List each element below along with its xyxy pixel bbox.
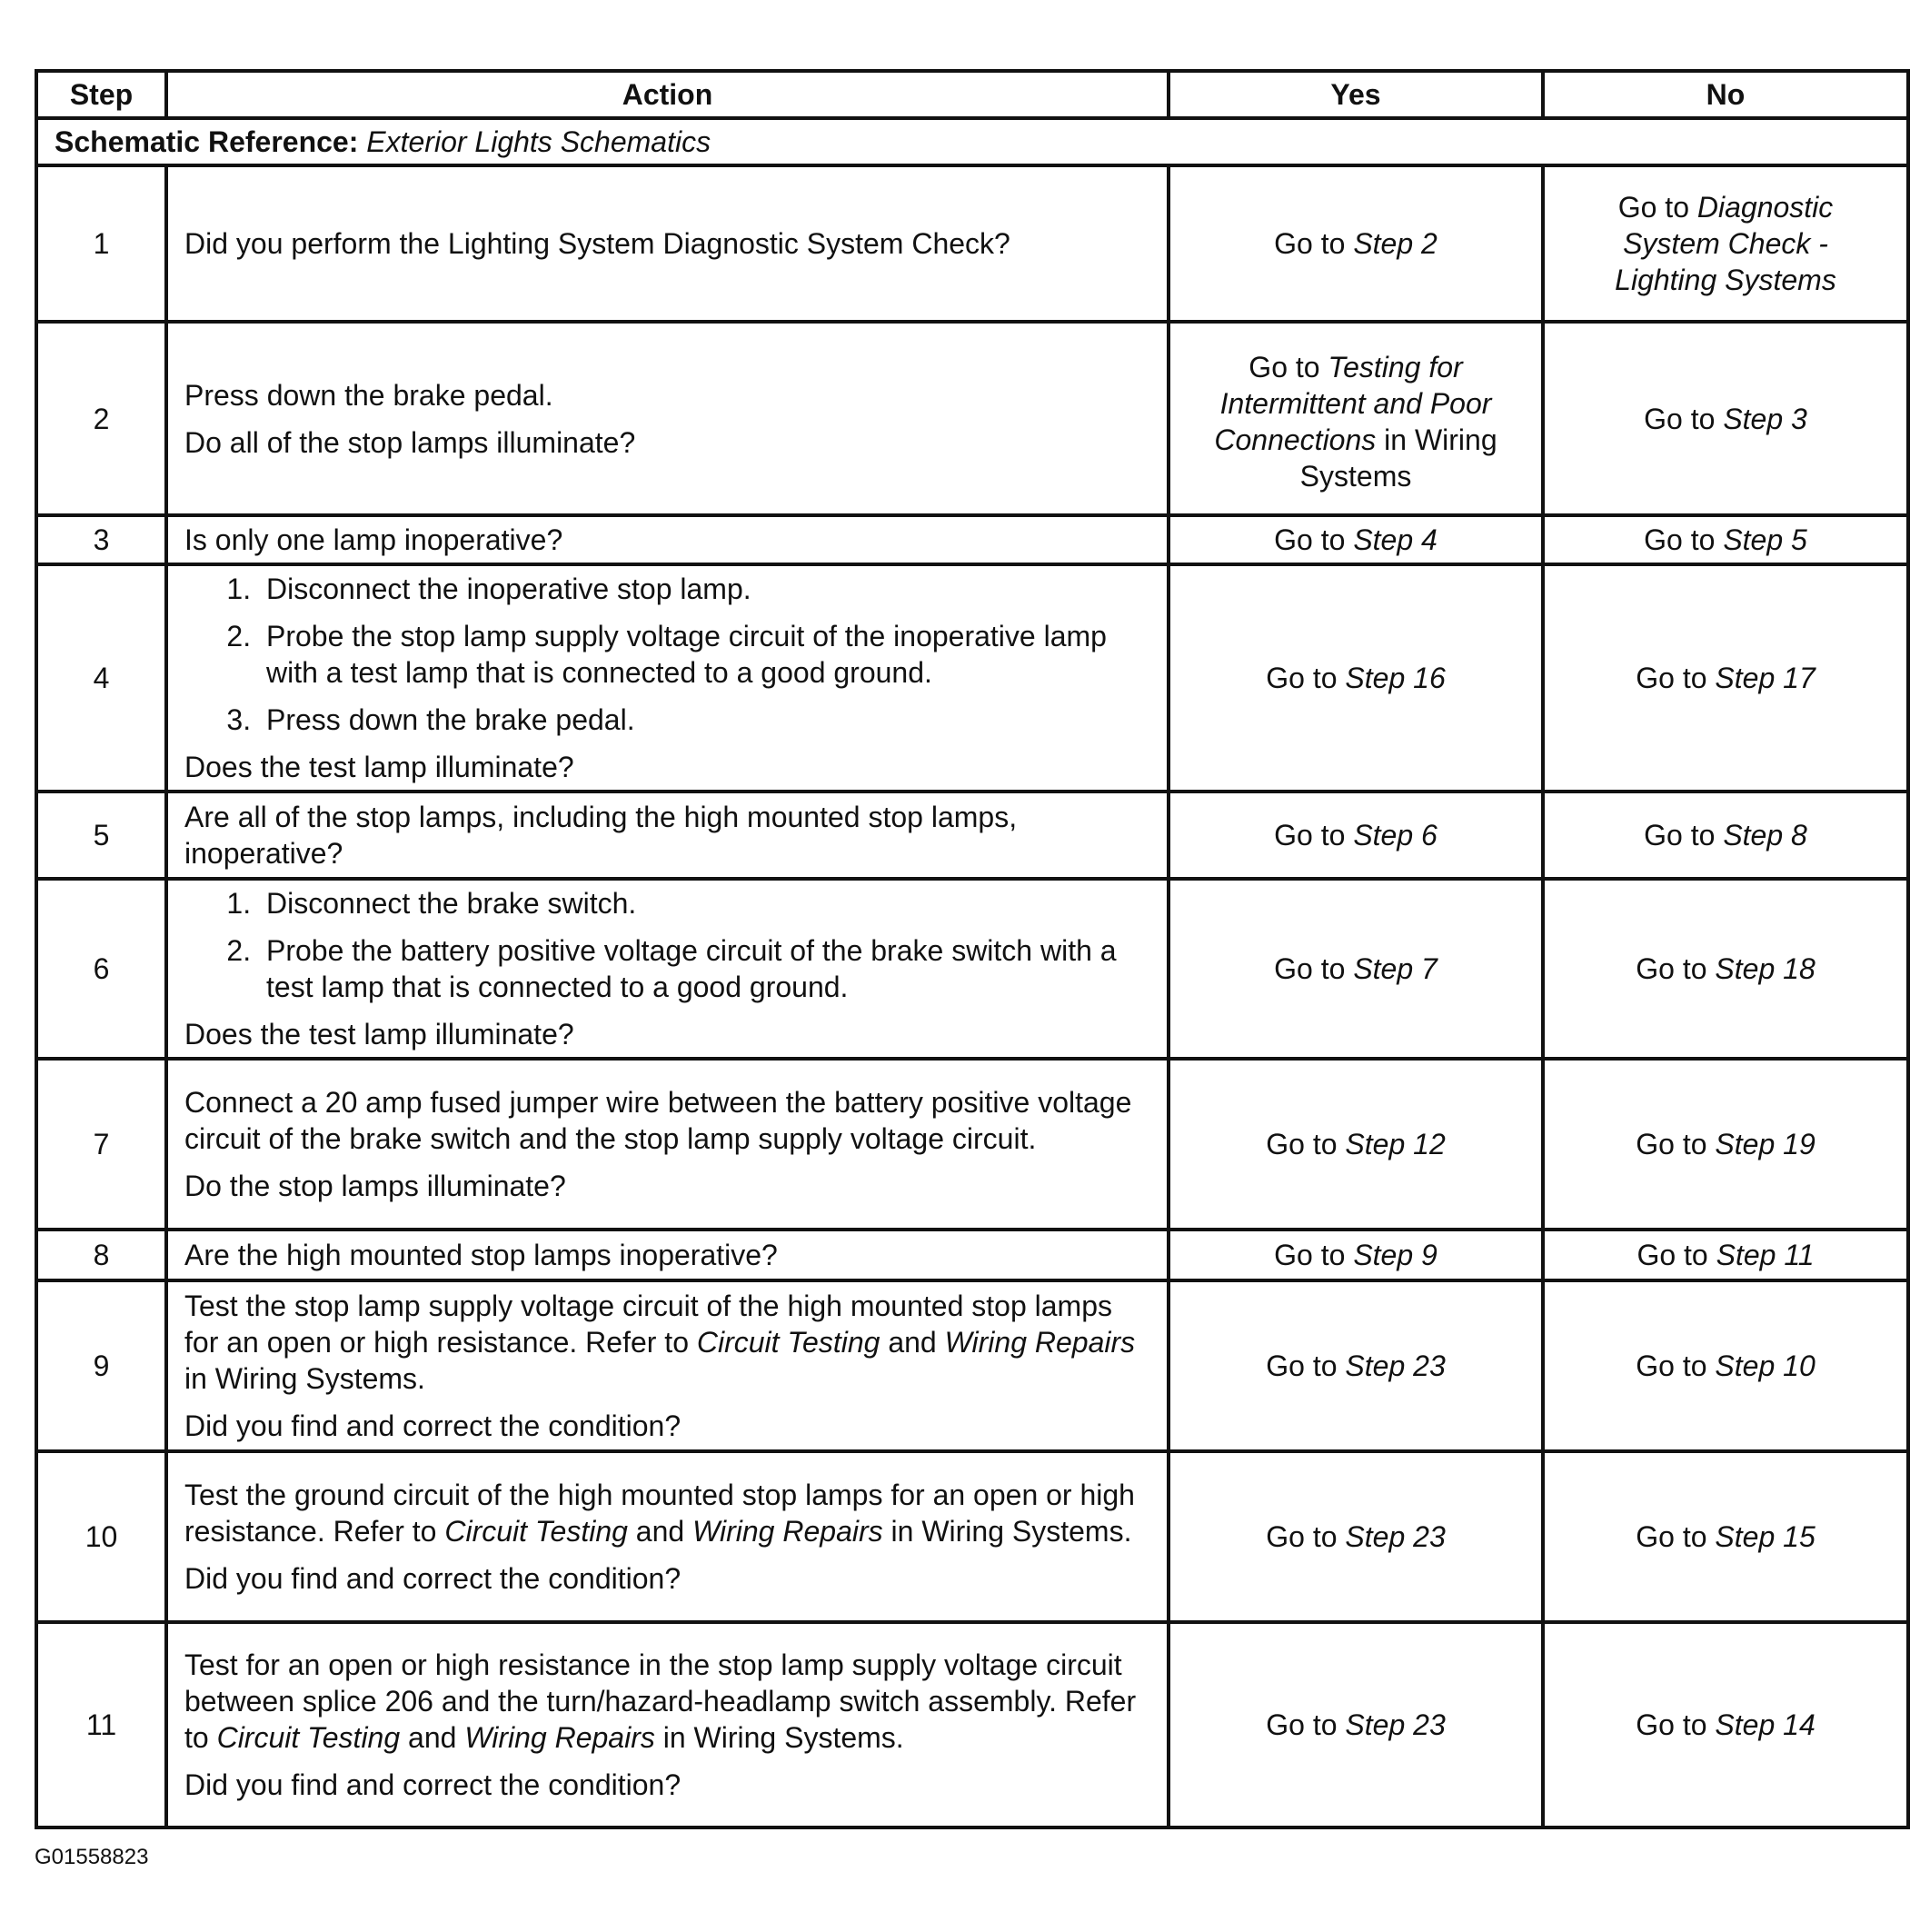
yes-cell — [1169, 322, 1543, 515]
action-cell — [166, 1230, 1169, 1280]
yes-cell — [1169, 515, 1543, 564]
table-row — [36, 1451, 1908, 1622]
action-steps-list — [184, 885, 1150, 1005]
diagnostic-table — [35, 69, 1910, 1829]
header-yes: Yes — [1169, 71, 1543, 118]
no-cell — [1543, 1451, 1908, 1622]
yes-link[interactable]: Step 12 — [1345, 1128, 1446, 1160]
no-link[interactable]: Step 18 — [1715, 952, 1816, 985]
go-to-text: Go to — [1266, 1708, 1338, 1741]
table-row — [36, 1230, 1908, 1280]
yes-cell — [1169, 879, 1543, 1059]
action-cell — [166, 322, 1169, 515]
no-cell — [1543, 322, 1908, 515]
no-link[interactable]: Step 5 — [1723, 523, 1807, 556]
header-action: Action — [166, 71, 1169, 118]
action-cell — [166, 1059, 1169, 1230]
no-cell — [1543, 879, 1908, 1059]
table-row — [36, 879, 1908, 1059]
go-to-text: Go to — [1266, 1349, 1338, 1382]
header-step: Step — [36, 71, 166, 118]
action-cell — [166, 1622, 1169, 1827]
action-instruction — [184, 1647, 1150, 1756]
no-link[interactable]: Step 15 — [1715, 1520, 1816, 1553]
go-to-text: Go to — [1644, 523, 1716, 556]
go-to-text: Go to — [1617, 191, 1689, 224]
yes-cell — [1169, 1059, 1543, 1230]
in-wiring-text: in Wiring Systems. — [184, 1362, 425, 1395]
yes-link[interactable]: Step 2 — [1353, 227, 1438, 260]
schematic-reference — [36, 118, 1908, 165]
step-number: 7 — [36, 1059, 166, 1230]
step-number: 1 — [36, 165, 166, 322]
action-question: Is only one lamp inoperative? — [184, 523, 563, 556]
table-row — [36, 1280, 1908, 1451]
action-text: Test the ground circuit of the high mounted stop lamps for an open or high resistance. — [184, 1479, 1135, 1548]
step-number: 10 — [36, 1451, 166, 1622]
action-instruction: Press down the brake pedal. — [184, 378, 553, 412]
step-number: 5 — [36, 792, 166, 879]
yes-link[interactable]: Step 4 — [1353, 523, 1438, 556]
yes-cell — [1169, 1622, 1543, 1827]
schematic-link[interactable]: Exterior Lights Schematics — [366, 125, 711, 158]
no-link[interactable]: Step 3 — [1723, 402, 1807, 435]
refer-to-text: Refer to — [184, 1685, 1137, 1754]
go-to-text: Go to — [1644, 402, 1716, 435]
circuit-testing-link[interactable]: Circuit Testing — [696, 1326, 880, 1359]
go-to-text: Go to — [1644, 819, 1716, 851]
go-to-text: Go to — [1636, 1708, 1707, 1741]
and-text: and — [635, 1515, 685, 1548]
and-text: and — [888, 1326, 937, 1359]
action-cell — [166, 515, 1169, 564]
no-cell — [1543, 1230, 1908, 1280]
go-to-text: Go to — [1637, 1239, 1708, 1271]
step-number: 6 — [36, 879, 166, 1059]
no-link[interactable]: Diagnostic System Check - Lighting Systems — [1615, 191, 1836, 296]
in-wiring-text: in Wiring Systems. — [890, 1515, 1132, 1548]
no-cell — [1543, 1059, 1908, 1230]
schematic-reference-row — [36, 118, 1908, 165]
yes-cell — [1169, 1451, 1543, 1622]
yes-link[interactable]: Step 9 — [1353, 1239, 1438, 1271]
action-question: Are all of the stop lamps, including the high mounted stop lamps, inoperative? — [184, 801, 1018, 870]
yes-link[interactable]: Step 16 — [1345, 662, 1446, 694]
step-number: 2 — [36, 322, 166, 515]
yes-link[interactable]: Step 23 — [1345, 1708, 1446, 1741]
action-step-item: 1. Disconnect the inoperative stop lamp. — [259, 571, 1150, 607]
yes-cell — [1169, 165, 1543, 322]
no-cell — [1543, 792, 1908, 879]
figure-id: G01558823 — [35, 1845, 149, 1869]
go-to-text: Go to — [1266, 1128, 1338, 1160]
yes-link[interactable]: Step 7 — [1353, 952, 1438, 985]
no-link[interactable]: Step 17 — [1715, 662, 1816, 694]
no-cell — [1543, 1622, 1908, 1827]
go-to-text: Go to — [1274, 819, 1346, 851]
table-row — [36, 322, 1908, 515]
go-to-text: Go to — [1636, 952, 1707, 985]
no-link[interactable]: Step 8 — [1723, 819, 1807, 851]
action-question: Does the test lamp illuminate? — [184, 1018, 574, 1051]
go-to-text: Go to — [1274, 523, 1346, 556]
in-wiring-text: in Wiring Systems. — [662, 1721, 904, 1754]
go-to-text: Go to — [1274, 227, 1346, 260]
action-question: Did you perform the Lighting System Diagnostic System Check? — [184, 227, 1010, 260]
refer-to-text: Refer to — [585, 1326, 689, 1359]
go-to-text: Go to — [1266, 662, 1338, 694]
go-to-text: Go to — [1266, 1520, 1338, 1553]
action-question: Do all of the stop lamps illuminate? — [184, 425, 636, 459]
go-to-text: Go to — [1636, 1349, 1707, 1382]
yes-suffix: in Wiring Systems — [1299, 423, 1497, 493]
action-step-item: 1. Disconnect the brake switch. — [259, 885, 1150, 921]
yes-link[interactable]: Step 6 — [1353, 819, 1438, 851]
table-row — [36, 165, 1908, 322]
and-text: and — [408, 1721, 457, 1754]
no-link[interactable]: Step 11 — [1716, 1239, 1815, 1271]
circuit-testing-link[interactable]: Circuit Testing — [216, 1721, 401, 1754]
table-row — [36, 1622, 1908, 1827]
header-no: No — [1543, 71, 1908, 118]
action-step-item: 2. Probe the stop lamp supply voltage circuit of the inoperative lamp with a test lamp that is connected to a good ground. — [259, 618, 1150, 691]
step-number: 4 — [36, 564, 166, 792]
refer-to-text: Refer to — [333, 1515, 437, 1548]
action-instruction — [184, 1477, 1150, 1549]
no-cell — [1543, 564, 1908, 792]
yes-cell — [1169, 1280, 1543, 1451]
go-to-text: Go to — [1636, 1128, 1707, 1160]
action-question: Does the test lamp illuminate? — [184, 751, 574, 783]
action-step-item: 2. Probe the battery positive voltage circuit of the brake switch with a test lamp that is connected to a good ground. — [259, 932, 1150, 1005]
header-row — [36, 71, 1908, 118]
table-row — [36, 515, 1908, 564]
action-question: Did you find and correct the condition? — [184, 1562, 681, 1595]
wiring-repairs-link[interactable]: Wiring Repairs — [944, 1326, 1136, 1359]
step-number: 8 — [36, 1230, 166, 1280]
action-text: Test the stop lamp supply voltage circuit of the high mounted stop lamps for an open or high resistance. — [184, 1290, 1112, 1359]
action-steps-list — [184, 571, 1150, 738]
no-cell — [1543, 1280, 1908, 1451]
yes-cell — [1169, 792, 1543, 879]
schematic-label: Schematic Reference: — [55, 125, 359, 158]
go-to-text: Go to — [1249, 350, 1320, 383]
action-cell — [166, 879, 1169, 1059]
action-cell — [166, 564, 1169, 792]
yes-cell — [1169, 1230, 1543, 1280]
yes-link[interactable]: Step 23 — [1345, 1520, 1446, 1553]
yes-link[interactable]: Step 23 — [1345, 1349, 1446, 1382]
step-number: 11 — [36, 1622, 166, 1827]
go-to-text: Go to — [1274, 952, 1346, 985]
action-cell — [166, 792, 1169, 879]
step-number: 3 — [36, 515, 166, 564]
no-link[interactable]: Step 10 — [1715, 1349, 1816, 1382]
no-link[interactable]: Step 19 — [1715, 1128, 1816, 1160]
yes-cell — [1169, 564, 1543, 792]
circuit-testing-link[interactable]: Circuit Testing — [444, 1515, 628, 1548]
yes-link[interactable]: Testing for Intermittent and Poor Connections — [1214, 350, 1492, 456]
no-cell — [1543, 515, 1908, 564]
action-cell — [166, 1280, 1169, 1451]
go-to-text: Go to — [1636, 662, 1707, 694]
go-to-text: Go to — [1274, 1239, 1346, 1271]
action-question: Are the high mounted stop lamps inoperative? — [184, 1239, 778, 1271]
action-cell — [166, 1451, 1169, 1622]
no-cell — [1543, 165, 1908, 322]
action-question: Did you find and correct the condition? — [184, 1409, 681, 1442]
table-row — [36, 792, 1908, 879]
action-cell — [166, 165, 1169, 322]
action-text: Test for an open or high resistance in the stop lamp supply voltage circuit between splice 206 and the turn/hazard-headlamp switch assembly. — [184, 1648, 1122, 1718]
wiring-repairs-link[interactable]: Wiring Repairs — [464, 1721, 655, 1754]
no-link[interactable]: Step 14 — [1715, 1708, 1816, 1741]
step-number: 9 — [36, 1280, 166, 1451]
action-question: Do the stop lamps illuminate? — [184, 1170, 566, 1202]
action-step-item: 3. Press down the brake pedal. — [259, 702, 1150, 738]
wiring-repairs-link[interactable]: Wiring Repairs — [692, 1515, 883, 1548]
action-question: Did you find and correct the condition? — [184, 1768, 681, 1801]
table-row — [36, 1059, 1908, 1230]
go-to-text: Go to — [1636, 1520, 1707, 1553]
table-row — [36, 564, 1908, 792]
action-instruction — [184, 1288, 1150, 1397]
action-instruction: Connect a 20 amp fused jumper wire between the battery positive voltage circuit of the brake switch and the stop lamp supply voltage circuit. — [184, 1086, 1132, 1155]
